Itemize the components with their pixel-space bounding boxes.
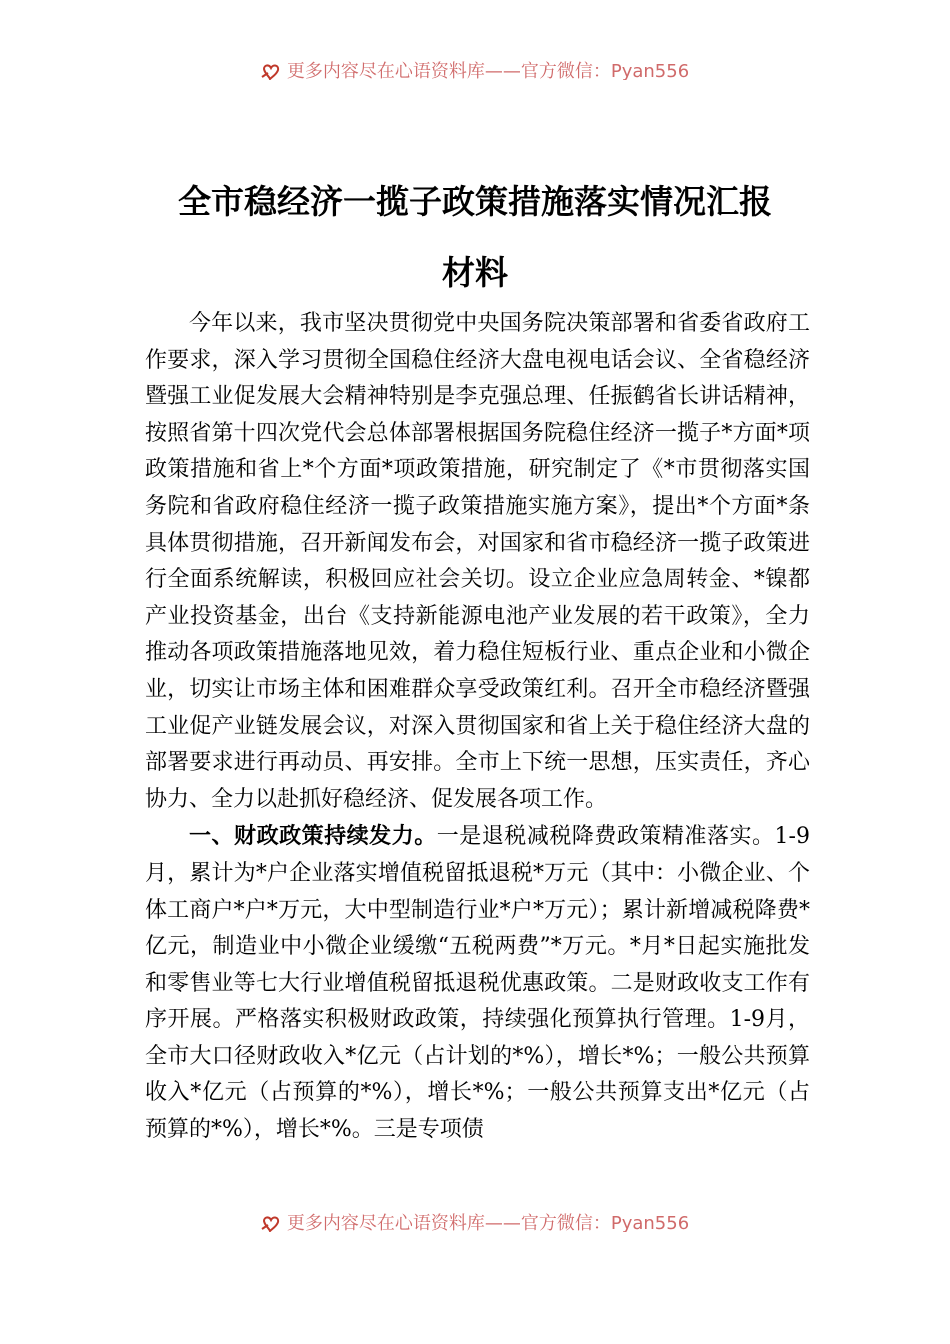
watermark-text: 更多内容尽在心语资料库——官方微信：Pyan556 <box>286 61 690 80</box>
watermark-text: 更多内容尽在心语资料库——官方微信：Pyan556 <box>286 1213 690 1232</box>
paragraph-fiscal-body: 一是退税减税降费政策精准落实。1-9月，累计为*户企业落实增值税留抵退税*万元（其中：小微企业、个体工商户*户*万元，大中型制造行业*户*万元）；累计新增减税降费*亿元，制造业中小微企业缓缴“五税两费”*万元。*月*日起实施批发和零售业等七大行业增值税留抵退税优惠政策。二是财政收支工作有序开展。严格落实积极财政政策，持续强化预算执行管理。1-9月，全市大口径财政收入*亿元（占计划的*%），增长*%；一般公共预算收入*亿元（占预算的*%），增长*%；一般公共预算支出*亿元（占预算的*%），增长*%。三是专项债 <box>145 824 810 1143</box>
section-heading-fiscal: 一、财政政策持续发力。 <box>189 823 437 850</box>
document-title-line-2: 材料 <box>442 253 508 292</box>
paragraph-fiscal-policy <box>145 818 810 1148</box>
watermark-bottom <box>0 1212 950 1232</box>
watermark-top <box>0 60 950 80</box>
heart-logo-icon <box>261 63 283 80</box>
paragraph-intro: 今年以来，我市坚决贯彻党中央国务院决策部署和省委省政府工作要求，深入学习贯彻全国稳住经济大盘电视电话会议、全省稳经济暨强工业促发展大会精神特别是李克强总理、任振鹤省长讲话精神，按照省第十四次党代会总体部署根据国务院稳住经济一揽子*方面*项政策措施和省上*个方面*项政策措施，研究制定了《*市贯彻落实国务院和省政府稳住经济一揽子政策措施实施方案》，提出*个方面*条具体贯彻措施，召开新闻发布会，对国家和省市稳经济一揽子政策进行全面系统解读，积极回应社会关切。设立企业应急周转金、*镍都产业投资基金，出台《支持新能源电池产业发展的若干政策》，全力推动各项政策措施落地见效，着力稳住短板行业、重点企业和小微企业，切实让市场主体和困难群众享受政策红利。召开全市稳经济暨强工业促产业链发展会议，对深入贯彻国家和省上关于稳住经济大盘的部署要求进行再动员、再安排。全市上下统一思想，压实责任，齐心协力、全力以赴抓好稳经济、促发展各项工作。 <box>145 311 810 812</box>
document-body <box>145 306 810 1149</box>
heart-logo-icon <box>261 1215 283 1232</box>
document-title-line-1: 全市稳经济一揽子政策措施落实情况汇报 <box>178 182 772 221</box>
